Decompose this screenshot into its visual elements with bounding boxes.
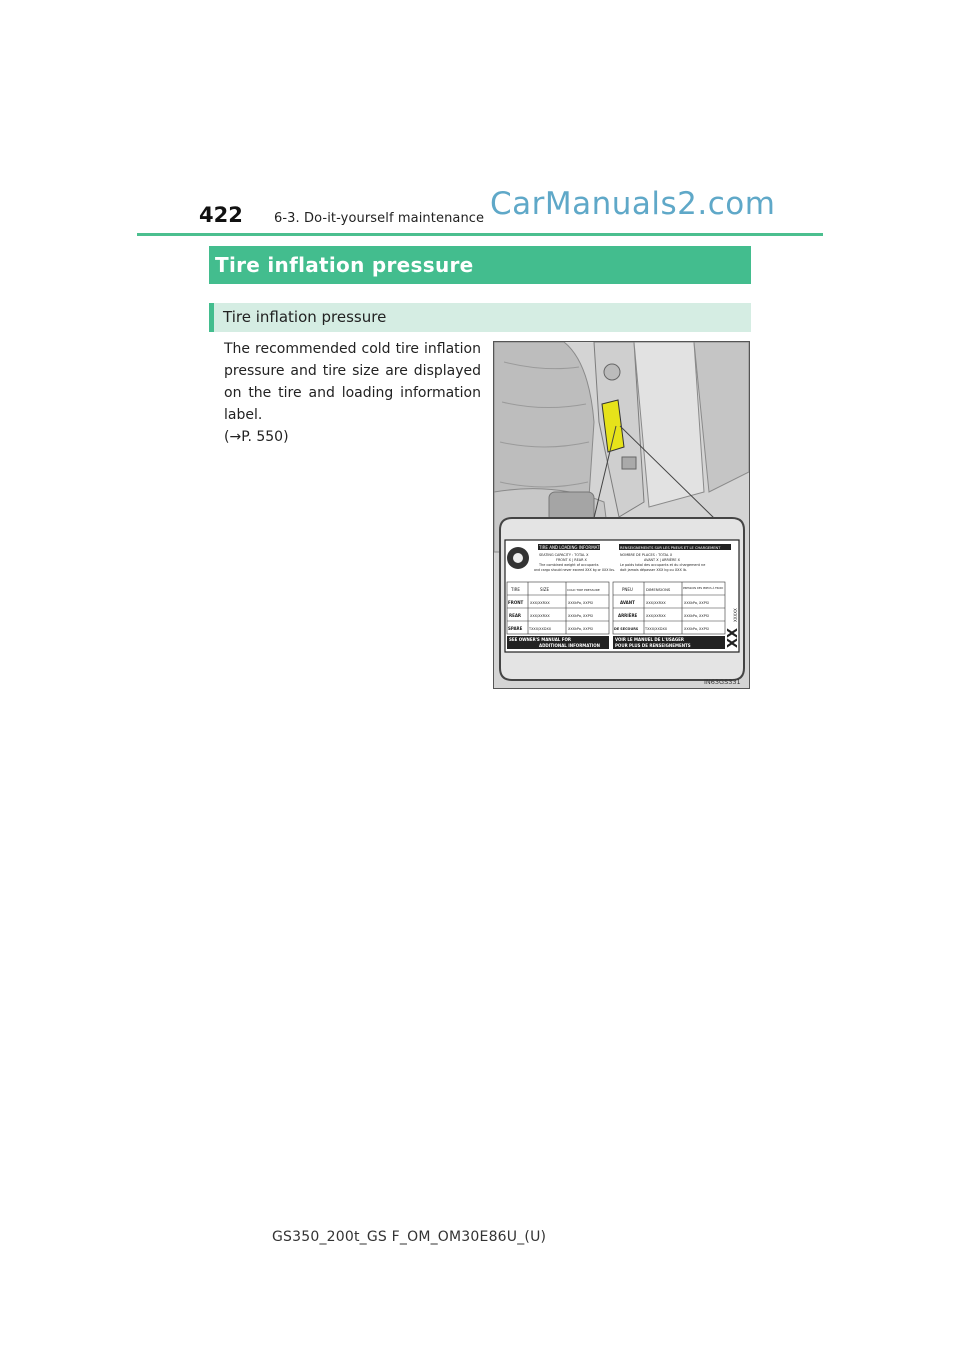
page-number: 422 <box>199 203 243 227</box>
table-row-en-spare-tire: SPARE <box>508 626 523 631</box>
table-row-en-rear-tire: REAR <box>509 613 521 618</box>
table-row-en-spare-size: TXXX/XXDXX <box>529 627 552 631</box>
weight-fr: Le poids total des occupants et du chargement ne <box>620 563 706 567</box>
table-header-fr-size: DIMENSIONS <box>646 587 671 592</box>
seating-capacity-fr-2: AVANT X | ARRIÈRE X <box>644 558 680 562</box>
tire-icon-rim <box>513 553 523 563</box>
figure-id: IN63GS331 <box>704 678 741 686</box>
table-row-fr-front-tire: AVANT <box>620 600 635 605</box>
header-rule <box>137 233 823 236</box>
illustration-svg <box>494 342 749 688</box>
page-title: Tire inflation pressure <box>215 253 474 277</box>
label-footer-fr-2: POUR PLUS DE RENSEIGNEMENTS <box>615 643 691 648</box>
subtitle: Tire inflation pressure <box>223 308 387 326</box>
table-row-en-front-pressure: XXXkPa, XXPSI <box>568 601 593 605</box>
label-code-big: XX <box>726 627 741 648</box>
table-row-en-front-size: XXX/XXRXX <box>530 601 550 605</box>
table-row-fr-rear-size: XXX/XXRXX <box>646 614 666 618</box>
door-striker <box>622 457 636 469</box>
table-row-fr-spare-pressure: XXXkPa, XXPSI <box>684 627 709 631</box>
weight-en-2: and cargo should never exceed XXX kg or XXX lbs. <box>534 568 615 572</box>
table-header-fr-pressure: PRESSION DES PNEUS À FROID <box>683 587 724 590</box>
weight-fr-2: doit jamais dépasser XXX kg ou XXX lb. <box>620 568 688 572</box>
label-footer-en-2: ADDITIONAL INFORMATION <box>539 643 601 648</box>
table-row-en-front-tire: FRONT <box>508 600 524 605</box>
label-title-fr: RENSEIGNEMENTS SUR LES PNEUS ET LE CHARGEMENT <box>620 546 721 550</box>
label-footer-en: SEE OWNER'S MANUAL FOR <box>509 637 572 642</box>
section-heading: 6-3. Do-it-yourself maintenance <box>274 211 485 226</box>
table-row-fr-spare-tire: DE SECOURS <box>614 627 639 631</box>
table-header-en-pressure: COLD TIRE PRESSURE <box>567 588 600 592</box>
subtitle-bar <box>209 303 751 332</box>
table-header-en-tire: TIRE <box>511 587 520 592</box>
table-header-fr-tire: PNEU <box>622 587 633 592</box>
label-title-en: TIRE AND LOADING INFORMATION <box>539 545 607 550</box>
table-row-en-rear-pressure: XXXkPa, XXPSI <box>568 614 593 618</box>
label-footer-fr: VOIR LE MANUEL DE L'USAGER <box>615 637 684 642</box>
watermark: CarManuals2.com <box>490 186 776 222</box>
table-row-en-spare-pressure: XXXkPa, XXPSI <box>568 627 593 631</box>
table-row-fr-front-pressure: XXXkPa, XXPSI <box>684 601 709 605</box>
seating-capacity-en-2: FRONT X | REAR X <box>556 558 587 562</box>
label-code-small: XXXXX <box>733 608 738 622</box>
weight-en: The combined weight of occupants <box>539 563 599 567</box>
document-footer: GS350_200t_GS F_OM_OM30E86U_(U) <box>272 1229 547 1245</box>
tire-label-illustration <box>493 341 750 689</box>
table-row-fr-rear-pressure: XXXkPa, XXPSI <box>684 614 709 618</box>
body-paragraph <box>224 338 481 448</box>
table-header-en-size: SIZE <box>540 587 549 592</box>
table-row-fr-front-size: XXX/XXRXX <box>646 601 666 605</box>
table-row-en-rear-size: XXX/XXRXX <box>530 614 550 618</box>
table-row-fr-spare-size: TXXX/XXDXX <box>645 627 668 631</box>
title-bar <box>209 246 751 284</box>
page-reference-link[interactable]: (→P. 550) <box>224 429 289 445</box>
seating-capacity-fr: NOMBRE DE PLACES : TOTAL X <box>620 553 673 557</box>
body-text: The recommended cold tire inflation pressure and tire size are displayed on the tire and loading information label. <box>224 341 481 423</box>
table-row-fr-rear-tire: ARRIÈRE <box>618 613 638 618</box>
door-latch <box>604 364 620 380</box>
seating-capacity-en: SEATING CAPACITY : TOTAL X <box>539 553 589 557</box>
